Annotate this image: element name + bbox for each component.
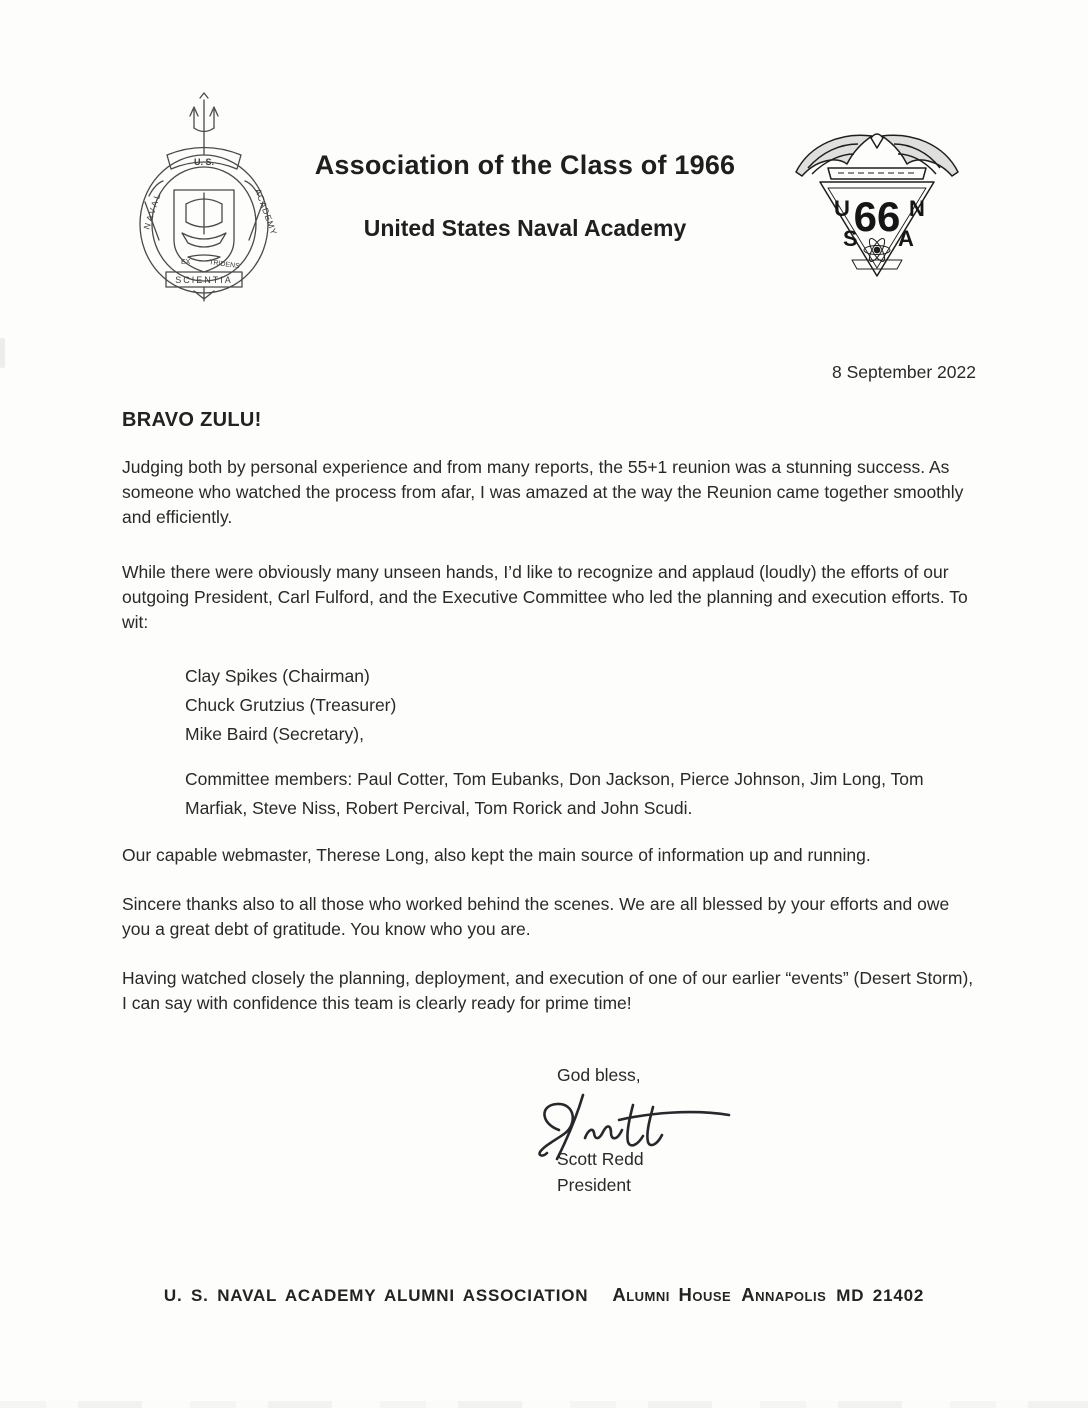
- class-crest-number: 66: [853, 193, 901, 240]
- scan-edge-artifact: [0, 1401, 1088, 1408]
- footer-alumni-house: Alumni House: [612, 1284, 732, 1305]
- paragraph-thanks: Sincere thanks also to all those who worked behind the scenes. We are all blessed by your efforts and owe you a great debt of gratitude. You know who you are.: [122, 894, 950, 939]
- organization-title: Association of the Class of 1966: [314, 150, 736, 180]
- usna-seal-icon: [115, 92, 293, 304]
- class-of-1966-crest-icon: [788, 126, 966, 284]
- paragraph-readiness: Having watched closely the planning, deployment, and execution of one of our earlier “events” (Desert Storm), I can say with confidence this team is clearly ready for prime time!: [122, 968, 974, 1013]
- usna-seal-banner-top: U. S.: [193, 157, 215, 167]
- footer-address: [0, 1284, 1088, 1306]
- list-item: Clay Spikes (Chairman): [185, 666, 370, 686]
- paragraph-webmaster: Our capable webmaster, Therese Long, also kept the main source of information up and running.: [122, 845, 871, 865]
- usna-seal-ribbon-right: ACADEMY: [253, 187, 280, 237]
- class-crest-letter-a: A: [898, 226, 914, 251]
- class-crest-letter-n: N: [909, 196, 925, 221]
- letter-body: [122, 360, 978, 1300]
- footer-city: Annapolis: [741, 1284, 827, 1305]
- list-item: Mike Baird (Secretary),: [185, 724, 364, 744]
- closing-block: [557, 1062, 737, 1198]
- signer-title: President: [557, 1175, 631, 1195]
- signer-name: Scott Redd: [557, 1149, 644, 1169]
- valediction: God bless,: [557, 1065, 641, 1085]
- list-item: Chuck Grutzius (Treasurer): [185, 695, 397, 715]
- footer-org: U. S. NAVAL ACADEMY ALUMNI ASSOCIATION: [163, 1286, 589, 1305]
- usna-seal-motto-tridens: TRIDENS: [208, 259, 241, 271]
- class-crest-letter-u: U: [834, 196, 850, 221]
- letter-date: 8 September 2022: [832, 362, 976, 382]
- usna-seal-banner-bottom: SCIENTIA: [175, 275, 233, 285]
- to-wit-list: [185, 662, 396, 749]
- salutation: BRAVO ZULU!: [122, 409, 262, 431]
- footer-state-zip: MD 21402: [836, 1286, 925, 1305]
- class-crest-letter-s: S: [843, 226, 858, 251]
- paragraph-recognition: While there were obviously many unseen hands, I’d like to recognize and applaud (loudly) the efforts of our outgoing President, Carl Fulford, and the Executive Committee who led the planning and execution efforts. To wit:: [122, 562, 968, 632]
- paragraph-committee-members: Committee members: Paul Cotter, Tom Eubanks, Don Jackson, Pierce Johnson, Jim Long, Tom Marfiak, Steve Niss, Robert Percival, Tom Rorick and John Scudi.: [185, 769, 924, 818]
- organization-subtitle: United States Naval Academy: [363, 215, 687, 241]
- letterhead-text: [288, 150, 762, 242]
- usna-seal-motto-ex: EX: [181, 259, 191, 266]
- paragraph-intro: Judging both by personal experience and from many reports, the 55+1 reunion was a stunning success. As someone who watched the process from afar, I was amazed at the way the Reunion came together smoothly and efficiently.: [122, 457, 964, 527]
- scan-smudge-artifact: [0, 338, 5, 368]
- usna-seal-ribbon-left: NAVAL: [141, 190, 163, 231]
